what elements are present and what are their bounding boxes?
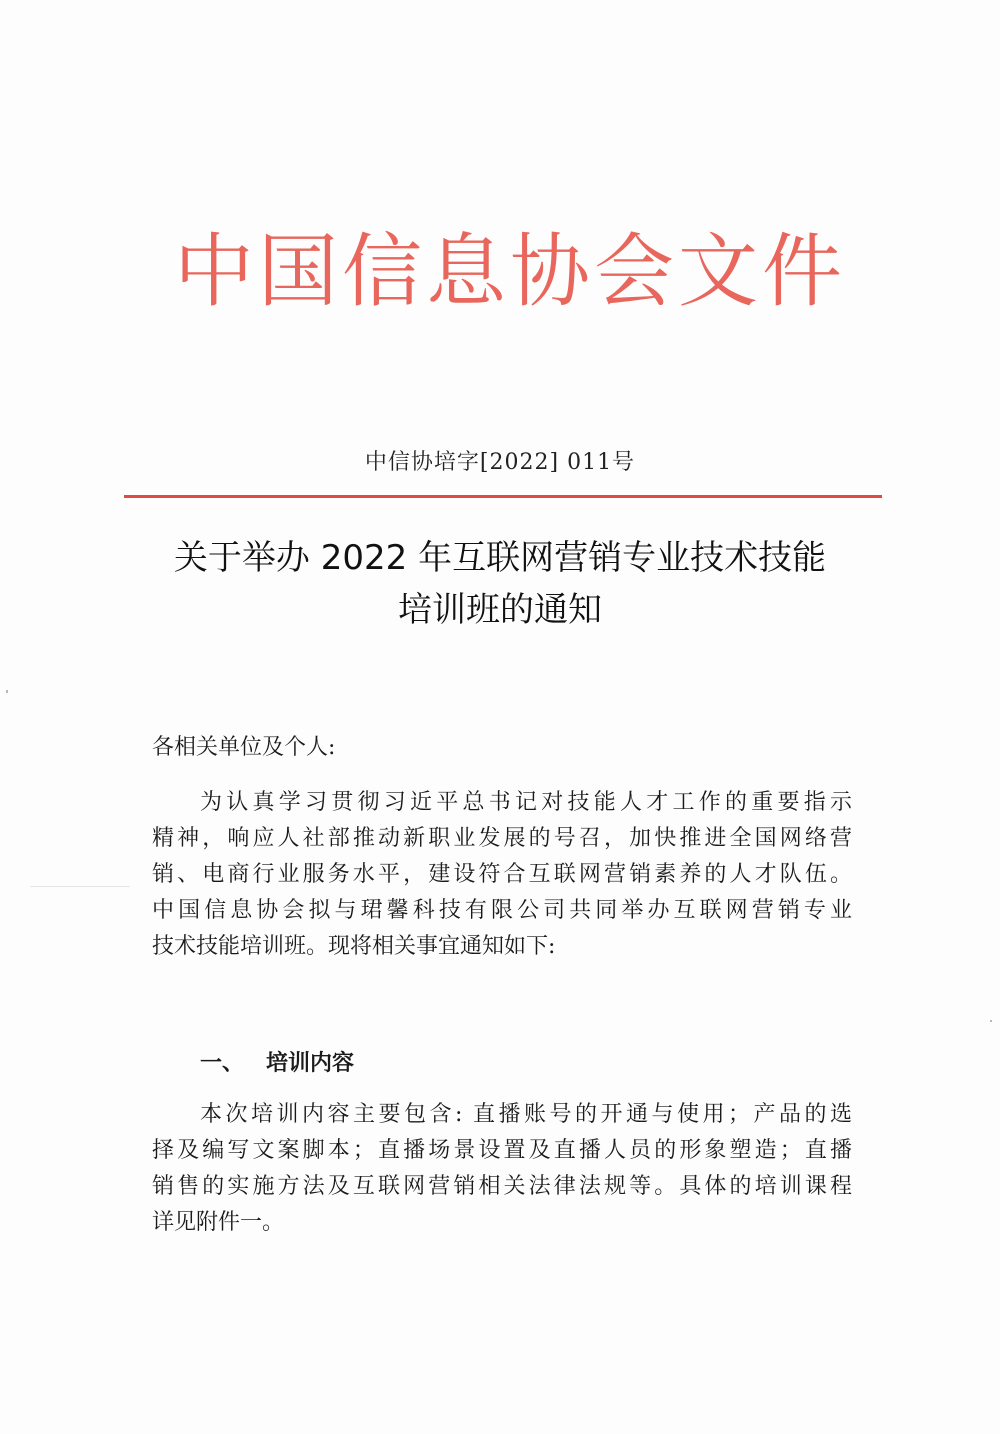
notice-title-line-1: 关于举办 2022 年互联网营销专业技术技能 bbox=[173, 538, 827, 578]
paragraph-training-content bbox=[152, 1097, 852, 1241]
notice-title bbox=[100, 532, 900, 636]
org-header-title: 中国信息协会文件 bbox=[174, 225, 846, 318]
paragraph-intro bbox=[152, 785, 852, 965]
section-heading-training-content bbox=[200, 1046, 354, 1082]
paragraph-line: 择及编写文案脚本；直播场景设置及直播人员的形象塑造；直播 bbox=[152, 1138, 852, 1163]
scan-speck bbox=[990, 1020, 992, 1022]
document-number: 中信协培字[2022] 011号 bbox=[364, 450, 636, 475]
paragraph-line: 中国信息协会拟与珺馨科技有限公司共同举办互联网营销专业 bbox=[152, 898, 852, 923]
paragraph-line: 为认真学习贯彻习近平总书记对技能人才工作的重要指示 bbox=[200, 790, 852, 815]
section-heading-text: 培训内容 bbox=[266, 1051, 355, 1076]
notice-title-line-2: 培训班的通知 bbox=[398, 590, 602, 630]
paragraph-line: 销售的实施方法及互联网营销相关法律法规等。具体的培训课程 bbox=[152, 1174, 852, 1199]
paragraph-line: 详见附件一。 bbox=[152, 1210, 285, 1235]
paragraph-line: 技术技能培训班。现将相关事宜通知如下: bbox=[152, 934, 556, 959]
scan-speck bbox=[30, 886, 130, 887]
paragraph-line: 精神，响应人社部推动新职业发展的号召，加快推进全国网络营 bbox=[152, 826, 852, 851]
salutation: 各相关单位及个人: bbox=[152, 735, 336, 760]
paragraph-line: 本次培训内容主要包含: 直播账号的开通与使用；产品的选 bbox=[200, 1102, 852, 1127]
section-number: 一、 bbox=[200, 1051, 245, 1076]
paragraph-line: 销、电商行业服务水平，建设符合互联网营销素养的人才队伍。 bbox=[152, 862, 852, 887]
scan-speck bbox=[6, 690, 8, 693]
red-divider-line bbox=[124, 495, 882, 498]
